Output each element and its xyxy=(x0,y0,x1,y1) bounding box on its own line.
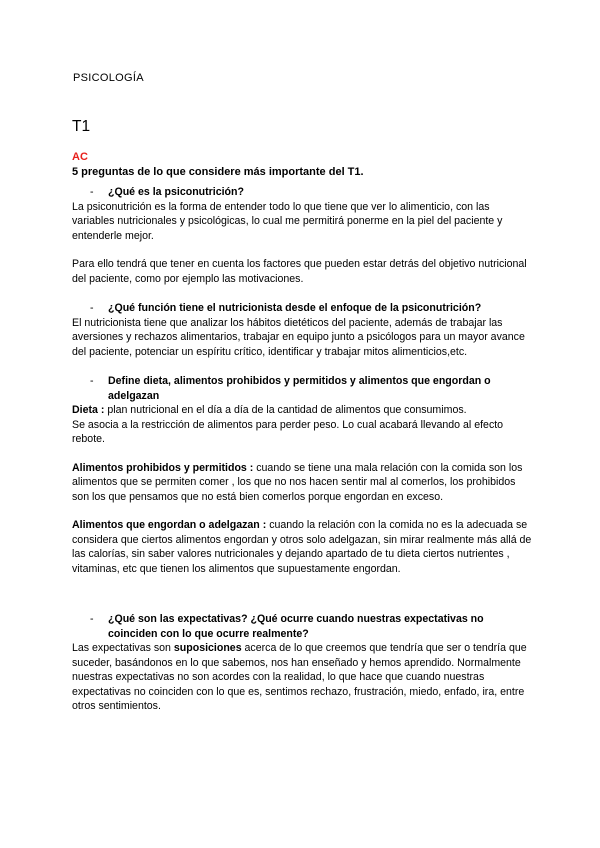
answer-4-text-after: acerca de lo que creemos que tendría que ser o tendría que suceder, basándonos en lo que sabemos, nos han enseñado y hemos aprendido. Normalmente nuestras expectativas no son acordes con la realidad, lo que hace que cuando nuestras expectativas no coinciden con lo que es, sentimos rechazo, frustración, miedo, enfado, ira, entre otros sentimientos. xyxy=(72,642,527,712)
prohibidos-text: cuando se tiene una mala relación con la comida son los alimentos que se permiten comer , los que no nos hacen sentir mal al comerlos, los prohibidos son los que pensamos que no está bien comerlos porque engordan en exceso. xyxy=(72,461,523,503)
question-4 xyxy=(72,612,532,641)
dieta-term: Dieta : xyxy=(72,404,105,416)
activity-label: AC xyxy=(72,151,88,163)
topic-heading: T1 xyxy=(72,118,91,135)
answer-1-paragraph-1: La psiconutrición es la forma de entender todo lo que tiene que ver lo alimenticio, con las variables nutricionales y psicológicas, lo cual me permitirá ponerme en la piel del paciente y entenderle mejor. xyxy=(72,200,503,242)
question-1-text: ¿Qué es la psiconutrición? xyxy=(108,186,244,198)
dieta-text: plan nutricional en el día a día de la cantidad de alimentos que consumimos. xyxy=(104,404,467,416)
prohibidos-term: Alimentos prohibidos y permitidos : xyxy=(72,461,254,474)
answer-1-paragraph-2: Para ello tendrá que tener en cuenta los factores que pueden estar detrás del objetivo nutricional del paciente, como por ejemplo las motivaciones. xyxy=(72,258,527,285)
engordan-term: Alimentos que engordan o adelgazan : xyxy=(72,519,267,531)
question-3-text: Define dieta, alimentos prohibidos y permitidos y alimentos que engordan o adelgazan xyxy=(108,375,491,402)
dieta-definition xyxy=(72,403,532,418)
engordan-definition xyxy=(72,518,532,576)
suposiciones-term: suposiciones xyxy=(173,642,242,654)
bullet-dash: - xyxy=(90,302,94,314)
bullet-dash: - xyxy=(90,613,94,625)
engordan-text: cuando la relación con la comida no es la adecuada se considera que ciertos alimentos engordan y otros solo adelgazan, sin mirar realmente más allá de las calorías, sin saber valores nutricionales y dejando apartado de tu dieta ciertos nutrientes , vitaminas, etc que tienen los alimentos que supuestamente engordan. xyxy=(72,519,532,575)
question-3 xyxy=(72,374,532,403)
answer-4-text-before: Las expectativas son xyxy=(72,642,174,654)
subject-heading: PSICOLOGÍA xyxy=(73,72,144,84)
question-4-text: ¿Qué son las expectativas? ¿Qué ocurre cuando nuestras expectativas no coinciden con lo que ocurre realmente? xyxy=(108,613,484,640)
bullet-dash: - xyxy=(90,186,94,198)
bullet-dash: - xyxy=(90,375,94,387)
instruction-text: 5 preguntas de lo que considere más importante del T1. xyxy=(72,165,364,178)
question-2-text: ¿Qué función tiene el nutricionista desde el enfoque de la psiconutrición? xyxy=(108,302,482,314)
dieta-definition-2: Se asocia a la restricción de alimentos para perder peso. Lo cual acabará llevando al efecto rebote. xyxy=(72,418,504,445)
question-2 xyxy=(72,301,532,316)
prohibidos-definition xyxy=(72,461,532,505)
question-1 xyxy=(72,185,532,200)
document-body xyxy=(72,150,532,714)
answer-4-paragraph-1 xyxy=(72,641,532,714)
answer-2-paragraph-1: El nutricionista tiene que analizar los hábitos dietéticos del paciente, además de trabajar las aversiones y rechazos alimentarios, trabajar en equipo junto a psicólogos para un mayor avance del paciente, potenciar un espíritu crítico, identificar y trabajar mitos alimenticios,etc. xyxy=(72,316,525,358)
